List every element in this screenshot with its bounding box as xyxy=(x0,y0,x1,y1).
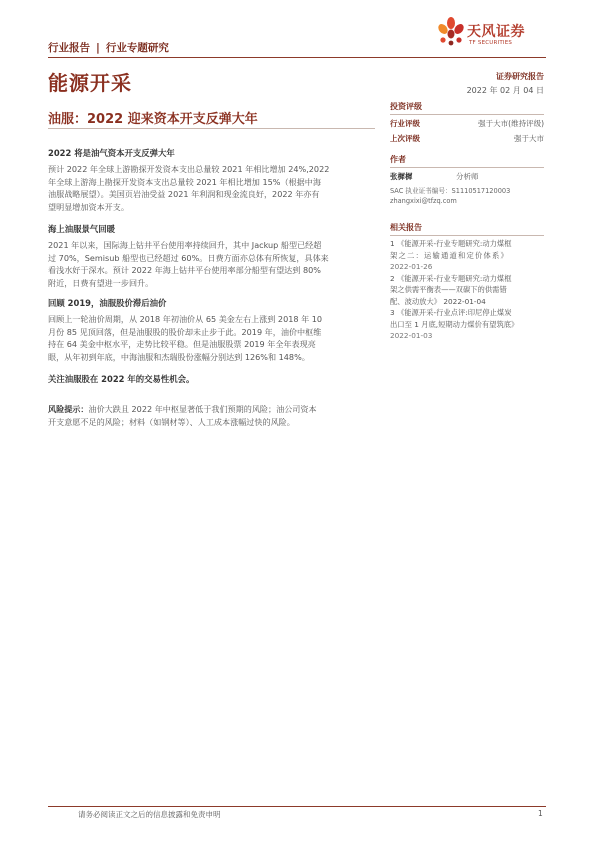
related-report-line: 架之供需平衡表——双碳下的供需错 xyxy=(390,285,507,294)
breadcrumb-category: 行业专题研究 xyxy=(105,42,169,54)
related-report-item[interactable] xyxy=(390,307,544,342)
related-divider xyxy=(390,235,544,236)
rating-block xyxy=(390,101,544,144)
footer-disclaimer: 请务必阅读正文之后的信息披露和免责申明 xyxy=(78,810,221,819)
author-heading: 作者 xyxy=(390,155,406,164)
author-email[interactable]: zhangxixi@tfzq.com xyxy=(390,197,457,205)
section-heading: 海上油服景气回暖 xyxy=(48,224,115,234)
paragraph-line: 预计 2022 年全球上游勘探开发资本支出总量较 2021 年相比增加 24%,2022 xyxy=(48,164,330,174)
section-paragraph xyxy=(48,163,374,213)
related-report-item[interactable] xyxy=(390,273,544,308)
related-reports xyxy=(390,222,544,342)
related-report-line: 2 《能源开采-行业专题研究:动力煤框 xyxy=(390,273,512,283)
rating-divider xyxy=(390,114,544,115)
author-role: 分析师 xyxy=(456,172,479,181)
paragraph-line: 过 70%，Semisub 船型也已经超过 60%。日费方面亦总体有所恢复，具体来 xyxy=(48,252,329,263)
risk-label: 风险提示： xyxy=(48,404,89,414)
related-report-item[interactable] xyxy=(390,238,544,273)
paragraph-line: 回顾上一轮油价周期，从 2018 年初油价从 65 美金左右上涨到 2018 年 10 xyxy=(48,314,323,324)
related-report-line: 架之二：运输通道和定价体系》 xyxy=(390,250,509,260)
focus-statement: 关注油服股在 2022 年的交易性机会。 xyxy=(48,374,195,384)
report-meta xyxy=(390,71,544,96)
page-number: 1 xyxy=(538,809,543,818)
section-heading: 2022 将是油气资本开支反弹大年 xyxy=(48,148,175,158)
paragraph-line: 2021 年以来，国际海上钻井平台使用率持续回升，其中 Jackup 船型已经超 xyxy=(48,240,322,250)
paragraph-line: 油服战略展望）。美国页岩油受益 2021 年利润和现金流良好，2022 年亦有 xyxy=(48,189,320,200)
section-heading: 回顾 2019，油服股价滞后油价 xyxy=(48,298,167,308)
section-paragraph xyxy=(48,239,374,289)
related-report-date: 2022-01-03 xyxy=(390,331,433,340)
page-title: 能源开采 xyxy=(48,71,132,95)
footer-divider xyxy=(48,806,546,807)
report-type: 证券研究报告 xyxy=(496,72,544,81)
subtitle-divider xyxy=(48,128,375,129)
related-heading: 相关报告 xyxy=(390,223,422,232)
breadcrumb-report-type: 行业报告 xyxy=(48,42,90,54)
paragraph-line: 月份 85 见顶回落，但是油服股的股价却未止步于此。2019 年，油价中枢维 xyxy=(48,326,322,337)
author-block xyxy=(390,154,544,205)
risk-text: 开支意愿不足的风险；材料（如钢材等）、人工成本涨幅过快的风险。 xyxy=(48,416,295,427)
flower-logo-icon xyxy=(437,16,465,50)
related-report-line: 出口至 1 月底,短期动力煤价有望筑底》 xyxy=(390,319,519,329)
section-paragraph xyxy=(48,313,374,363)
paragraph-line: 持在 64 美金中枢水平，走势比较平稳。但是油服股票 2019 年全年表现亮 xyxy=(48,339,316,350)
related-report-date: 2022-01-26 xyxy=(390,262,433,271)
rating-value: 强于大市 xyxy=(514,134,544,143)
header-divider xyxy=(48,57,546,58)
risk-warning xyxy=(48,403,374,428)
author-certificate: SAC 执业证书编号：S1110517120003 xyxy=(390,187,511,195)
breadcrumb-separator: | xyxy=(96,42,100,54)
related-report-line: 3 《能源开采-行业点评:印尼停止煤炭 xyxy=(390,308,512,317)
breadcrumb xyxy=(48,40,169,55)
industry-rating-row xyxy=(390,118,544,129)
rating-value: 强于大市(维持评级) xyxy=(478,119,544,128)
related-report-line: 1 《能源开采-行业专题研究:动力煤框 xyxy=(390,239,512,248)
paragraph-line: 看浅水好于深水。预计 2022 年海上钻井平台使用率部分船型有望达到 80% xyxy=(48,265,321,276)
logo-english-text: TF SECURITIES xyxy=(469,40,513,46)
rating-heading: 投资评级 xyxy=(390,102,422,111)
risk-text: 油价大跌且 2022 年中枢显著低于我们预期的风险；油公司资本 xyxy=(88,404,317,414)
paragraph-line: 年全球上游海上勘探开发资本支出总量较 2021 年相比增加 15%（根据中海 xyxy=(48,176,321,187)
author-divider xyxy=(390,167,544,168)
rating-label: 行业评级 xyxy=(390,119,420,128)
related-report-line: 配、波动放大》 2022-01-04 xyxy=(390,296,486,306)
report-date: 2022 年 02 月 04 日 xyxy=(466,86,544,95)
paragraph-line: 眼，从年初到年底，中海油服和杰瑞股份涨幅分别达到 126%和 148%。 xyxy=(48,351,310,362)
paragraph-line: 望明显增加资本开支。 xyxy=(48,201,129,212)
paragraph-line: 附近，日费有望进一步回升。 xyxy=(48,277,154,288)
rating-label: 上次评级 xyxy=(390,134,420,143)
previous-rating-row xyxy=(390,133,544,144)
report-subtitle: 油服：2022 迎来资本开支反弹大年 xyxy=(48,112,258,127)
tf-securities-logo xyxy=(437,16,549,52)
logo-chinese-text: 天风证券 xyxy=(467,24,525,40)
author-name: 张樨樨 xyxy=(390,172,413,181)
